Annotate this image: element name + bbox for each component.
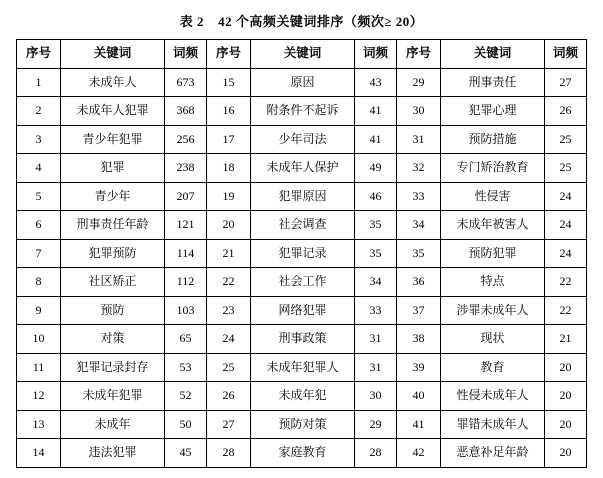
cell-rank: 42	[397, 439, 441, 468]
column-header-rank-1: 序号	[17, 40, 61, 69]
cell-frequency: 207	[165, 182, 207, 211]
cell-keyword: 犯罪记录封存	[61, 353, 165, 382]
column-header-rank-2: 序号	[207, 40, 251, 69]
cell-keyword: 犯罪记录	[251, 239, 355, 268]
column-header-keyword-2: 关键词	[251, 40, 355, 69]
cell-frequency: 49	[355, 154, 397, 183]
cell-frequency: 46	[355, 182, 397, 211]
cell-frequency: 22	[545, 268, 587, 297]
cell-rank: 18	[207, 154, 251, 183]
cell-frequency: 25	[545, 154, 587, 183]
cell-frequency: 27	[545, 68, 587, 97]
cell-keyword: 对策	[61, 325, 165, 354]
cell-rank: 39	[397, 353, 441, 382]
cell-frequency: 368	[165, 97, 207, 126]
cell-rank: 1	[17, 68, 61, 97]
column-header-keyword-1: 关键词	[61, 40, 165, 69]
table-row	[17, 268, 587, 297]
column-header-frequency-2: 词频	[355, 40, 397, 69]
cell-frequency: 20	[545, 382, 587, 411]
cell-rank: 40	[397, 382, 441, 411]
cell-frequency: 35	[355, 239, 397, 268]
cell-rank: 6	[17, 211, 61, 240]
cell-frequency: 238	[165, 154, 207, 183]
cell-frequency: 114	[165, 239, 207, 268]
cell-rank: 21	[207, 239, 251, 268]
table-row	[17, 182, 587, 211]
cell-keyword: 社会调查	[251, 211, 355, 240]
cell-keyword: 罪错未成年人	[441, 410, 545, 439]
cell-rank: 15	[207, 68, 251, 97]
cell-keyword: 现状	[441, 325, 545, 354]
table-header-row	[17, 40, 587, 69]
cell-rank: 23	[207, 296, 251, 325]
cell-keyword: 教育	[441, 353, 545, 382]
cell-frequency: 31	[355, 325, 397, 354]
cell-rank: 29	[397, 68, 441, 97]
cell-rank: 41	[397, 410, 441, 439]
cell-keyword: 刑事责任年龄	[61, 211, 165, 240]
cell-keyword: 青少年	[61, 182, 165, 211]
cell-rank: 22	[207, 268, 251, 297]
cell-keyword: 刑事责任	[441, 68, 545, 97]
cell-keyword: 性侵害	[441, 182, 545, 211]
cell-keyword: 犯罪	[61, 154, 165, 183]
cell-rank: 9	[17, 296, 61, 325]
cell-keyword: 犯罪预防	[61, 239, 165, 268]
cell-rank: 2	[17, 97, 61, 126]
table-row	[17, 239, 587, 268]
cell-keyword: 未成年人	[61, 68, 165, 97]
cell-keyword: 未成年被害人	[441, 211, 545, 240]
table-row	[17, 97, 587, 126]
column-header-rank-3: 序号	[397, 40, 441, 69]
cell-keyword: 原因	[251, 68, 355, 97]
cell-rank: 17	[207, 125, 251, 154]
cell-keyword: 未成年犯罪人	[251, 353, 355, 382]
cell-frequency: 24	[545, 211, 587, 240]
cell-frequency: 256	[165, 125, 207, 154]
cell-frequency: 28	[355, 439, 397, 468]
cell-frequency: 121	[165, 211, 207, 240]
table-container	[0, 39, 603, 468]
table-caption-title: 42 个高频关键词排序（频次≥ 20）	[218, 14, 424, 29]
cell-rank: 25	[207, 353, 251, 382]
cell-frequency: 24	[545, 182, 587, 211]
table-head	[17, 40, 587, 69]
cell-keyword: 社区矫正	[61, 268, 165, 297]
cell-rank: 24	[207, 325, 251, 354]
cell-rank: 37	[397, 296, 441, 325]
cell-rank: 14	[17, 439, 61, 468]
cell-keyword: 网络犯罪	[251, 296, 355, 325]
cell-frequency: 30	[355, 382, 397, 411]
cell-rank: 35	[397, 239, 441, 268]
table-row	[17, 439, 587, 468]
cell-frequency: 34	[355, 268, 397, 297]
keyword-frequency-table	[16, 39, 587, 468]
table-row	[17, 382, 587, 411]
cell-frequency: 103	[165, 296, 207, 325]
cell-keyword: 未成年犯罪	[61, 382, 165, 411]
cell-frequency: 41	[355, 125, 397, 154]
table-row	[17, 353, 587, 382]
cell-frequency: 50	[165, 410, 207, 439]
table-body	[17, 68, 587, 467]
cell-keyword: 刑事政策	[251, 325, 355, 354]
cell-rank: 19	[207, 182, 251, 211]
cell-rank: 33	[397, 182, 441, 211]
cell-keyword: 预防犯罪	[441, 239, 545, 268]
cell-keyword: 特点	[441, 268, 545, 297]
table-row	[17, 325, 587, 354]
cell-rank: 5	[17, 182, 61, 211]
cell-rank: 26	[207, 382, 251, 411]
cell-keyword: 附条件不起诉	[251, 97, 355, 126]
cell-keyword: 违法犯罪	[61, 439, 165, 468]
cell-keyword: 青少年犯罪	[61, 125, 165, 154]
cell-frequency: 673	[165, 68, 207, 97]
cell-keyword: 未成年	[61, 410, 165, 439]
cell-keyword: 社会工作	[251, 268, 355, 297]
cell-frequency: 112	[165, 268, 207, 297]
cell-rank: 13	[17, 410, 61, 439]
cell-keyword: 恶意补足年龄	[441, 439, 545, 468]
cell-frequency: 22	[545, 296, 587, 325]
cell-frequency: 26	[545, 97, 587, 126]
cell-keyword: 性侵未成年人	[441, 382, 545, 411]
table-row	[17, 410, 587, 439]
cell-frequency: 33	[355, 296, 397, 325]
cell-frequency: 43	[355, 68, 397, 97]
column-header-keyword-3: 关键词	[441, 40, 545, 69]
cell-rank: 32	[397, 154, 441, 183]
cell-keyword: 未成年犯	[251, 382, 355, 411]
cell-rank: 8	[17, 268, 61, 297]
cell-keyword: 涉罪未成年人	[441, 296, 545, 325]
cell-rank: 20	[207, 211, 251, 240]
cell-frequency: 65	[165, 325, 207, 354]
cell-keyword: 未成年人保护	[251, 154, 355, 183]
cell-frequency: 31	[355, 353, 397, 382]
cell-frequency: 25	[545, 125, 587, 154]
column-header-frequency-1: 词频	[165, 40, 207, 69]
cell-keyword: 专门矫治教育	[441, 154, 545, 183]
cell-frequency: 20	[545, 410, 587, 439]
cell-keyword: 犯罪心理	[441, 97, 545, 126]
cell-rank: 27	[207, 410, 251, 439]
cell-rank: 30	[397, 97, 441, 126]
table-caption	[0, 0, 603, 39]
cell-rank: 16	[207, 97, 251, 126]
table-row	[17, 211, 587, 240]
cell-rank: 12	[17, 382, 61, 411]
cell-rank: 11	[17, 353, 61, 382]
cell-keyword: 未成年人犯罪	[61, 97, 165, 126]
cell-keyword: 预防	[61, 296, 165, 325]
table-row	[17, 296, 587, 325]
table-row	[17, 125, 587, 154]
cell-frequency: 24	[545, 239, 587, 268]
cell-keyword: 预防措施	[441, 125, 545, 154]
cell-rank: 10	[17, 325, 61, 354]
cell-frequency: 21	[545, 325, 587, 354]
cell-rank: 3	[17, 125, 61, 154]
cell-frequency: 45	[165, 439, 207, 468]
column-header-frequency-3: 词频	[545, 40, 587, 69]
cell-frequency: 20	[545, 353, 587, 382]
cell-rank: 38	[397, 325, 441, 354]
cell-frequency: 35	[355, 211, 397, 240]
cell-keyword: 家庭教育	[251, 439, 355, 468]
table-caption-label: 表 2	[179, 14, 205, 29]
cell-frequency: 41	[355, 97, 397, 126]
cell-rank: 28	[207, 439, 251, 468]
cell-keyword: 少年司法	[251, 125, 355, 154]
cell-rank: 36	[397, 268, 441, 297]
cell-keyword: 预防对策	[251, 410, 355, 439]
cell-keyword: 犯罪原因	[251, 182, 355, 211]
cell-frequency: 29	[355, 410, 397, 439]
cell-frequency: 52	[165, 382, 207, 411]
cell-rank: 31	[397, 125, 441, 154]
cell-frequency: 53	[165, 353, 207, 382]
cell-frequency: 20	[545, 439, 587, 468]
table-row	[17, 68, 587, 97]
cell-rank: 4	[17, 154, 61, 183]
cell-rank: 34	[397, 211, 441, 240]
table-row	[17, 154, 587, 183]
cell-rank: 7	[17, 239, 61, 268]
